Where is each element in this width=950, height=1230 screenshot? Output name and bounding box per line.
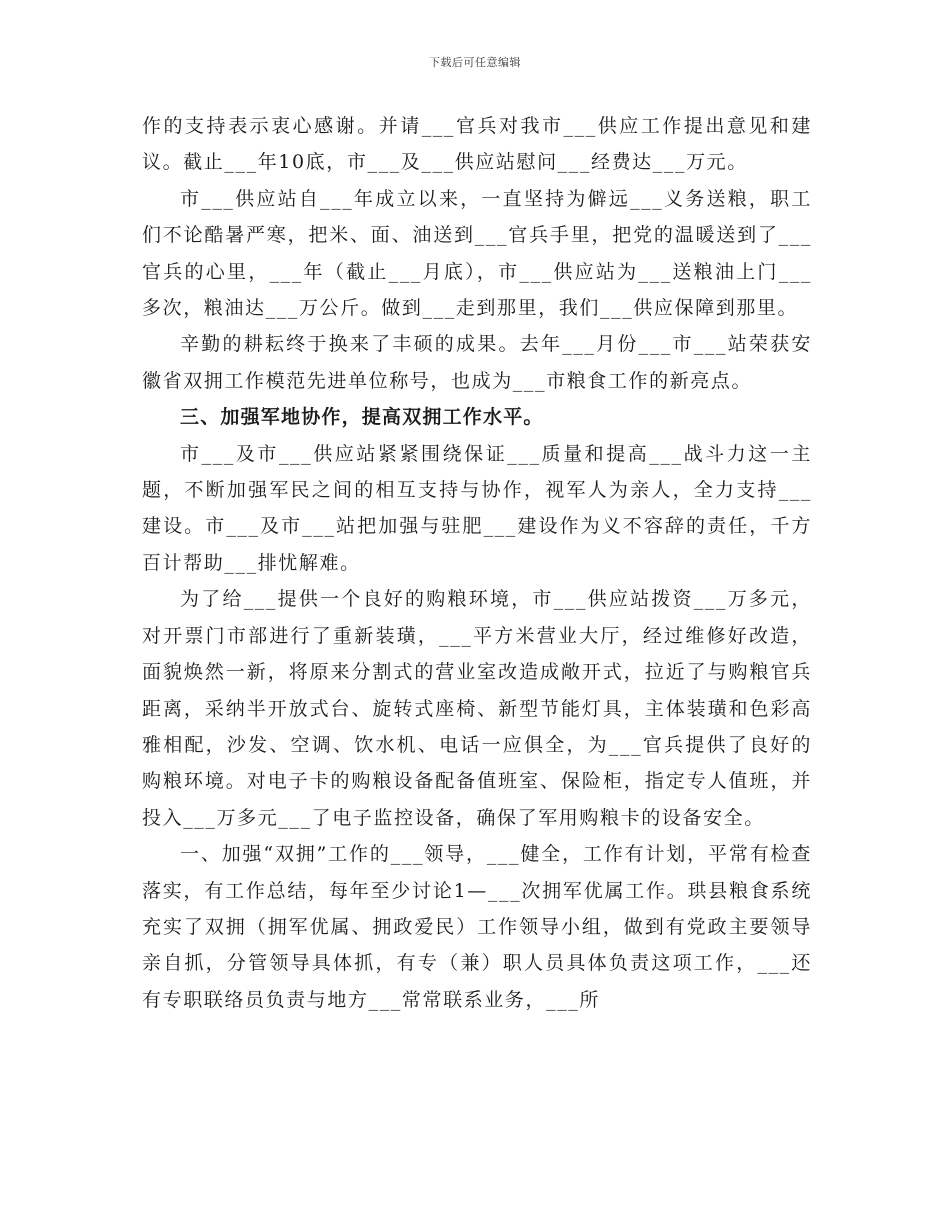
paragraph: 市___及市___供应站紧紧围绕保证___质量和提高___战斗力这一主题，不断加强军民之间的相互支持与协作，视军人为亲人，全力支持___建设。市___及市___站把加强与驻肥___建设作为义不容辞的责任，千方百计帮助___排忧解难。	[142, 442, 812, 574]
document-body	[142, 108, 812, 1018]
page-header: 下载后可任意编辑	[429, 56, 521, 69]
paragraph-continuation: 作的支持表示衷心感谢。并请___官兵对我市___供应工作提出意见和建议。截止___年10底，市___及___供应站慰问___经费达___万元。	[142, 115, 812, 174]
paragraph: 辛勤的耕耘终于换来了丰硕的成果。去年___月份___市___站荣获安徽省双拥工作模范先进单位称号，也成为___市粮食工作的新亮点。	[142, 333, 812, 392]
paragraph: 一、加强“双拥”工作的___领导，___健全，工作有计划，平常有检查落实，有工作总结，每年至少讨论1—___次拥军优属工作。珙县粮食系统充实了双拥（拥军优属、拥政爱民）工作领导小组，做到有党政主要领导亲自抓，分管领导具体抓，有专（兼）职人员具体负责这项工作，___还有专职联络员负责与地方___常常联系业务，___所	[142, 843, 812, 1011]
section-heading: 三、加强军地协作，提高双拥工作水平。	[180, 406, 544, 429]
paragraph: 市___供应站自___年成立以来，一直坚持为僻远___义务送粮，职工们不论酷暑严寒，把米、面、油送到___官兵手里，把党的温暖送到了___官兵的心里，___年（截止___月底），市___供应站为___送粮油上门___多次，粮油达___万公斤。做到___走到那里，我们___供应保障到那里。	[142, 187, 812, 320]
paragraph: 为了给___提供一个良好的购粮环境，市___供应站拨资___万多元，对开票门市部进行了重新装璜，___平方米营业大厅，经过维修好改造，面貌焕然一新，将原来分割式的营业室改造成敞开式，拉近了与购粮官兵距离，采纳半开放式台、旋转式座椅、新型节能灯具，主体装璜和色彩高雅相配，沙发、空调、饮水机、电话一应俱全，为___官兵提供了良好的购粮环境。对电子卡的购粮设备配备值班室、保险柜，指定专人值班，并投入___万多元___了电子监控设备，确保了军用购粮卡的设备安全。	[142, 588, 812, 829]
